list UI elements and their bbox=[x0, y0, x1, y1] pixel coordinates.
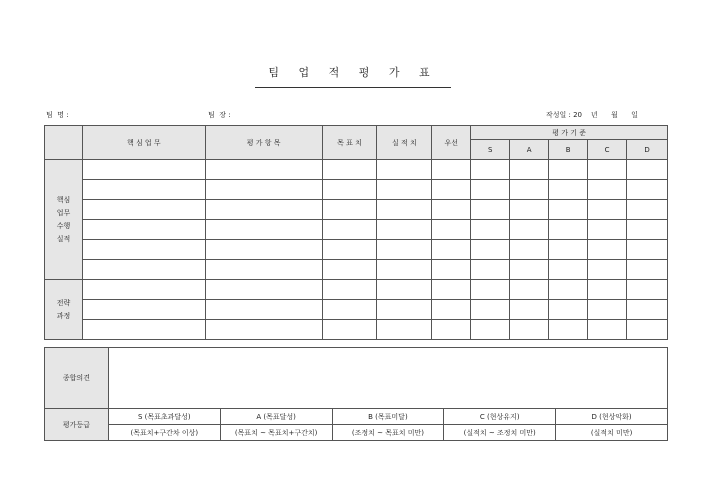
table-cell[interactable] bbox=[588, 260, 627, 280]
table-cell[interactable] bbox=[549, 160, 588, 180]
grade-header-c: C bbox=[588, 140, 627, 160]
grade-label: 평가등급 bbox=[45, 409, 109, 441]
table-cell[interactable] bbox=[432, 160, 471, 180]
table-cell[interactable] bbox=[471, 320, 510, 340]
header-priority: 우선 bbox=[432, 126, 471, 160]
table-cell[interactable] bbox=[205, 240, 322, 260]
table-cell[interactable] bbox=[471, 200, 510, 220]
table-cell[interactable] bbox=[549, 300, 588, 320]
table-cell[interactable] bbox=[627, 180, 668, 200]
team-leader-label: 팀 장 : bbox=[208, 111, 231, 119]
table-cell[interactable] bbox=[588, 280, 627, 300]
table-cell[interactable] bbox=[627, 280, 668, 300]
section1-line1: 핵심 bbox=[56, 195, 71, 204]
table-cell[interactable] bbox=[205, 280, 322, 300]
table-cell[interactable] bbox=[588, 200, 627, 220]
table-cell[interactable] bbox=[510, 180, 549, 200]
table-cell[interactable] bbox=[627, 220, 668, 240]
table-cell[interactable] bbox=[510, 240, 549, 260]
table-cell[interactable] bbox=[471, 220, 510, 240]
grade-header-a: A bbox=[510, 140, 549, 160]
table-cell[interactable] bbox=[82, 220, 205, 240]
table-cell[interactable] bbox=[588, 300, 627, 320]
table-cell[interactable] bbox=[82, 200, 205, 220]
table-cell[interactable] bbox=[205, 300, 322, 320]
table-cell[interactable] bbox=[205, 260, 322, 280]
table-cell[interactable] bbox=[322, 160, 377, 180]
table-cell[interactable] bbox=[322, 300, 377, 320]
table-cell[interactable] bbox=[205, 180, 322, 200]
section-strategy-process bbox=[45, 280, 83, 340]
table-cell[interactable] bbox=[471, 160, 510, 180]
table-cell[interactable] bbox=[82, 280, 205, 300]
table-cell[interactable] bbox=[627, 320, 668, 340]
document-title: 팀 업 적 평 가 표 bbox=[268, 66, 438, 79]
table-cell[interactable] bbox=[432, 280, 471, 300]
section1-line2: 업무 bbox=[56, 208, 71, 217]
table-cell[interactable] bbox=[377, 320, 432, 340]
table-cell[interactable] bbox=[432, 220, 471, 240]
grade-s-desc: (목표치+구간차 이상) bbox=[108, 425, 220, 441]
grade-s-name: S (목표초과달성) bbox=[108, 409, 220, 425]
grade-d-name: D (현상악화) bbox=[556, 409, 668, 425]
grade-header-d: D bbox=[627, 140, 668, 160]
table-cell[interactable] bbox=[510, 280, 549, 300]
evaluation-table bbox=[44, 125, 668, 340]
table-cell[interactable] bbox=[549, 280, 588, 300]
date-label: 작성일 : 20 년 월 일 bbox=[546, 111, 638, 119]
table-cell[interactable] bbox=[82, 300, 205, 320]
opinion-input-area[interactable] bbox=[108, 348, 667, 409]
opinion-label: 종합의견 bbox=[45, 348, 109, 409]
table-cell[interactable] bbox=[627, 200, 668, 220]
table-cell[interactable] bbox=[432, 240, 471, 260]
table-cell[interactable] bbox=[627, 300, 668, 320]
table-cell[interactable] bbox=[588, 180, 627, 200]
table-cell[interactable] bbox=[471, 180, 510, 200]
table-cell[interactable] bbox=[377, 240, 432, 260]
grade-header-b: B bbox=[549, 140, 588, 160]
table-cell[interactable] bbox=[82, 240, 205, 260]
header-actual: 실 적 치 bbox=[377, 126, 432, 160]
header-core-task: 핵 심 업 무 bbox=[82, 126, 205, 160]
table-cell[interactable] bbox=[588, 220, 627, 240]
table-cell[interactable] bbox=[549, 220, 588, 240]
grade-a-name: A (목표달성) bbox=[220, 409, 332, 425]
table-cell[interactable] bbox=[432, 260, 471, 280]
table-cell[interactable] bbox=[510, 320, 549, 340]
header-eval-item: 평 가 항 목 bbox=[205, 126, 322, 160]
table-cell[interactable] bbox=[377, 220, 432, 240]
table-cell[interactable] bbox=[510, 220, 549, 240]
table-cell[interactable] bbox=[432, 320, 471, 340]
grade-b-desc: (조정치 ~ 목표치 미만) bbox=[332, 425, 444, 441]
table-cell[interactable] bbox=[322, 220, 377, 240]
table-cell[interactable] bbox=[627, 160, 668, 180]
table-cell[interactable] bbox=[549, 200, 588, 220]
team-name-label: 팀 명 : bbox=[46, 111, 69, 119]
grade-c-name: C (현상유지) bbox=[444, 409, 556, 425]
table-cell[interactable] bbox=[510, 160, 549, 180]
header-target: 목 표 치 bbox=[322, 126, 377, 160]
table-cell[interactable] bbox=[82, 180, 205, 200]
table-cell[interactable] bbox=[549, 260, 588, 280]
table-cell[interactable] bbox=[322, 320, 377, 340]
table-cell[interactable] bbox=[588, 240, 627, 260]
table-cell[interactable] bbox=[471, 300, 510, 320]
table-cell[interactable] bbox=[471, 260, 510, 280]
table-cell[interactable] bbox=[432, 200, 471, 220]
section2-line2: 과정 bbox=[56, 311, 71, 320]
grade-a-desc: (목표치 ~ 목표치+구간치) bbox=[220, 425, 332, 441]
table-cell[interactable] bbox=[588, 320, 627, 340]
summary-table bbox=[44, 347, 668, 441]
table-cell[interactable] bbox=[82, 260, 205, 280]
header-criteria: 평 가 기 준 bbox=[471, 126, 668, 140]
table-cell[interactable] bbox=[377, 160, 432, 180]
grade-header-s: S bbox=[471, 140, 510, 160]
corner-cell bbox=[45, 126, 83, 160]
table-cell[interactable] bbox=[377, 260, 432, 280]
grade-c-desc: (실적치 ~ 조정치 미만) bbox=[444, 425, 556, 441]
table-cell[interactable] bbox=[205, 220, 322, 240]
table-cell[interactable] bbox=[432, 300, 471, 320]
section1-line4: 실적 bbox=[56, 234, 71, 243]
table-cell[interactable] bbox=[510, 200, 549, 220]
table-cell[interactable] bbox=[549, 320, 588, 340]
table-cell[interactable] bbox=[471, 280, 510, 300]
table-cell[interactable] bbox=[322, 260, 377, 280]
table-cell[interactable] bbox=[322, 280, 377, 300]
table-cell[interactable] bbox=[205, 160, 322, 180]
table-cell[interactable] bbox=[82, 320, 205, 340]
title-underline bbox=[255, 87, 451, 88]
table-cell[interactable] bbox=[322, 180, 377, 200]
table-cell[interactable] bbox=[510, 260, 549, 280]
table-cell[interactable] bbox=[377, 280, 432, 300]
table-cell[interactable] bbox=[377, 300, 432, 320]
table-cell[interactable] bbox=[627, 240, 668, 260]
table-cell[interactable] bbox=[549, 180, 588, 200]
table-cell[interactable] bbox=[627, 260, 668, 280]
table-cell[interactable] bbox=[588, 160, 627, 180]
table-cell[interactable] bbox=[205, 320, 322, 340]
section2-line1: 전략 bbox=[56, 298, 71, 307]
section-core-performance bbox=[45, 160, 83, 280]
table-cell[interactable] bbox=[322, 240, 377, 260]
table-cell[interactable] bbox=[205, 200, 322, 220]
grade-d-desc: (실적치 미만) bbox=[556, 425, 668, 441]
table-cell[interactable] bbox=[510, 300, 549, 320]
table-cell[interactable] bbox=[549, 240, 588, 260]
table-cell[interactable] bbox=[82, 160, 205, 180]
table-cell[interactable] bbox=[377, 180, 432, 200]
table-cell[interactable] bbox=[471, 240, 510, 260]
table-cell[interactable] bbox=[432, 180, 471, 200]
grade-b-name: B (목표미달) bbox=[332, 409, 444, 425]
table-cell[interactable] bbox=[322, 200, 377, 220]
table-cell[interactable] bbox=[377, 200, 432, 220]
section1-line3: 수행 bbox=[56, 221, 71, 230]
